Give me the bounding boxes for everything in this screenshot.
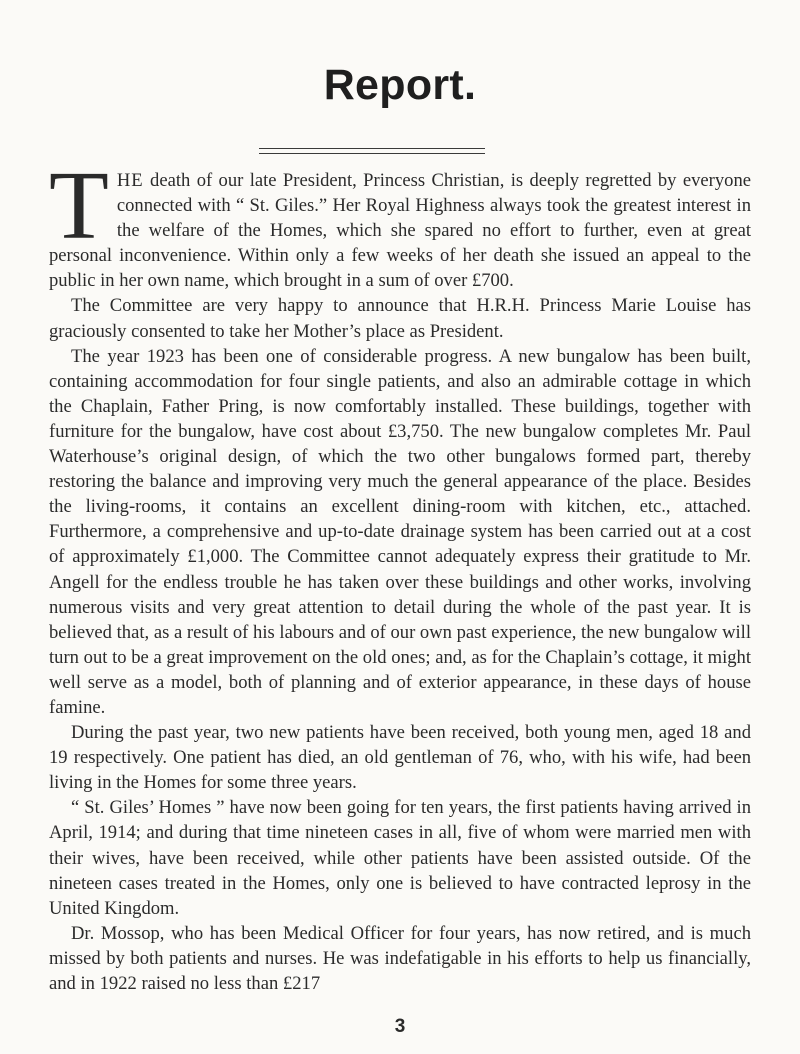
paragraph-1: [49, 152, 751, 293]
page-number: 3: [394, 1016, 406, 1037]
paragraph-6: Dr. Mossop, who has been Medical Officer for four years, has now retired, and is much missed by both patients and nurses. He was indefatigable in his efforts to help us financially, and in 1922 raised no less than £217: [49, 922, 751, 994]
paragraph-3: The year 1923 has been one of considerable progress. A new bungalow has been built, containing accommodation for four single patients, and also an admirable cottage in which the Chaplain, Father Pring, is now comfortably installed. These buildings, together with furniture for the bungalow, have cost about £3,750. The new bungalow completes Mr. Paul Waterhouse’s original design, of which the two other bungalows formed part, thereby restoring the balance and improving very much the general appearance of the place. Besides the living-rooms, it contains an excellent dining-room with kitchen, etc., attached. Furthermore, a comprehensive and up-to-date drainage system has been carried out at a cost of approximately £1,000. The Committee cannot adequately express their gratitude to Mr. Angell for the endless trouble he has taken over these buildings and other works, involving numerous visits and very great attention to detail during the whole of the past year. It is believed that, as a result of his labours and of our own past experience, the new bungalow will turn out to be a great improvement on the old ones; and, as for the Chaplain’s cottage, it might well serve as a model, both of planning and of exterior appearance, in these days of house famine.: [49, 345, 751, 718]
title-rule-upper: [259, 148, 485, 149]
paragraph-5: “ St. Giles’ Homes ” have now been going for ten years, the first patients having arrived in April, 1914; and during that time nineteen cases in all, five of whom were married men with their wives, have been received, while other patients have been assisted outside. Of the nineteen cases treated in the Homes, only one is believed to have contracted leprosy in the United Kingdom.: [49, 797, 751, 919]
first-word: HE: [116, 170, 144, 191]
paragraph-1-text: death of our late President, Princess Christian, is deeply regretted by everyone connected with “ St. Giles.” Her Royal Highness always took the greatest interest in the welfare of the Homes, which she spared no effort to further, even at great personal inconvenience. Within only a few weeks of her death she issued an appeal to the public in her own name, which brought in a sum of over £700.: [49, 170, 751, 292]
page-title: Report.: [323, 61, 477, 109]
paragraph-2: The Committee are very happy to announce that H.R.H. Princess Marie Louise has graciously consented to take her Mother’s place as President.: [49, 295, 751, 342]
drop-cap: T: [49, 152, 109, 260]
paragraph-4: During the past year, two new patients have been received, both young men, aged 18 and 19 respectively. One patient has died, an old gentleman of 76, who, with his wife, had been living in the Homes for some three years.: [49, 722, 751, 794]
report-body: [49, 152, 751, 996]
title-rule-lower: [259, 153, 485, 154]
